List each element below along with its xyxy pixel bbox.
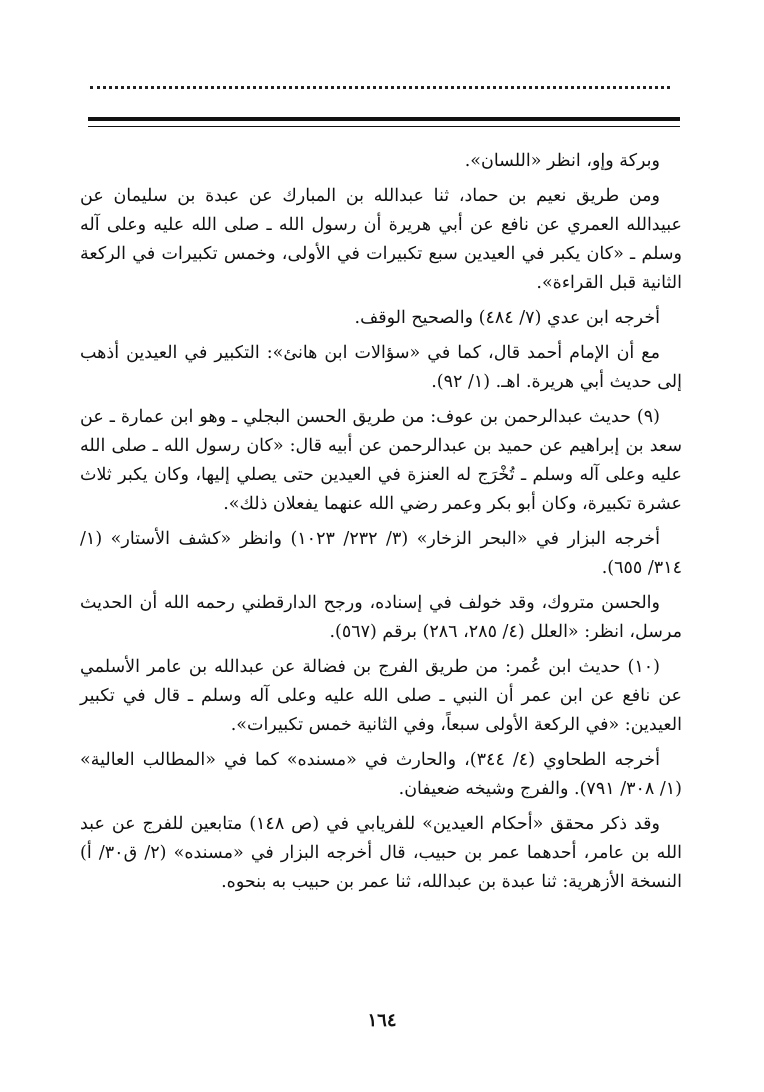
page-number: ١٦٤ xyxy=(367,1010,397,1031)
dotted-rule xyxy=(90,86,670,89)
paragraph: وقد ذكر محقق «أحكام العيدين» للفريابي في (ص ١٤٨) متابعين للفرج عن عبد الله بن عامر، أحدهما عمر بن حبيب، قال أخرجه البزار في «مسنده» (٢/ ق٣٠/ أ) النسخة الأزهرية: ثنا عبدة بن عبدالله، ثنا عمر بن حبيب به بنحوه. xyxy=(80,814,682,892)
paragraph: والحسن متروك، وقد خولف في إسناده، ورجح الدارقطني رحمه الله أن الحديث مرسل، انظر: «العلل (٤/ ٢٨٥، ٢٨٦) برقم (٥٦٧). xyxy=(80,593,682,642)
header-rule-thick xyxy=(88,117,680,121)
paragraph: أخرجه ابن عدي (٧/ ٤٨٤) والصحيح الوقف. xyxy=(354,308,660,328)
paragraph: أخرجه الطحاوي (٤/ ٣٤٤)، والحارث في «مسنده» كما في «المطالب العالية» (١/ ٣٠٨/ ٧٩١). والفرج وشيخه ضعيفان. xyxy=(80,750,682,799)
page-body xyxy=(80,147,682,903)
paragraph: مع أن الإمام أحمد قال، كما في «سؤالات ابن هانئ»: التكبير في العيدين أذهب إلى حديث أبي هريرة. اهـ. (١/ ٩٢). xyxy=(80,343,682,392)
paragraph: (١٠) حديث ابن عُمر: من طريق الفرج بن فضالة عن عبدالله بن عامر الأسلمي عن نافع عن ابن عمر أن النبي ـ صلى الله عليه وعلى آله وسلم ـ قال في تكبير العيدين: «في الركعة الأولى سبعاً، وفي الثانية خمس تكبيرات». xyxy=(80,657,682,735)
paragraph: (٩) حديث عبدالرحمن بن عوف: من طريق الحسن البجلي ـ وهو ابن عمارة ـ عن سعد بن إبراهيم عن حميد بن عبدالرحمن عن أبيه قال: «كان رسول الله ـ صلى الله عليه وعلى آله وسلم ـ تُخْرَج له العنزة في العيدين حتى يصلي إليها، وكان يكبر ثلاث عشرة تكبيرة، وكان أبو بكر وعمر رضي الله عنهما يفعلان ذلك». xyxy=(80,407,682,514)
paragraph: أخرجه البزار في «البحر الزخار» (٣/ ٢٣٢/ ١٠٢٣) وانظر «كشف الأستار» (١/ ٣١٤/ ٦٥٥). xyxy=(80,529,682,578)
header-rule-thin xyxy=(88,126,680,127)
paragraph: ومن طريق نعيم بن حماد، ثنا عبدالله بن المبارك عن عبدة بن سليمان عن عبيدالله العمري عن نافع عن أبي هريرة أن رسول الله ـ صلى الله عليه وعلى آله وسلم ـ «كان يكبر في العيدين سبع تكبيرات في الأولى، وخمس تكبيرات في الركعة الثانية قبل القراءة». xyxy=(80,186,682,293)
paragraph: وبركة وإو، انظر «اللسان». xyxy=(464,151,660,171)
